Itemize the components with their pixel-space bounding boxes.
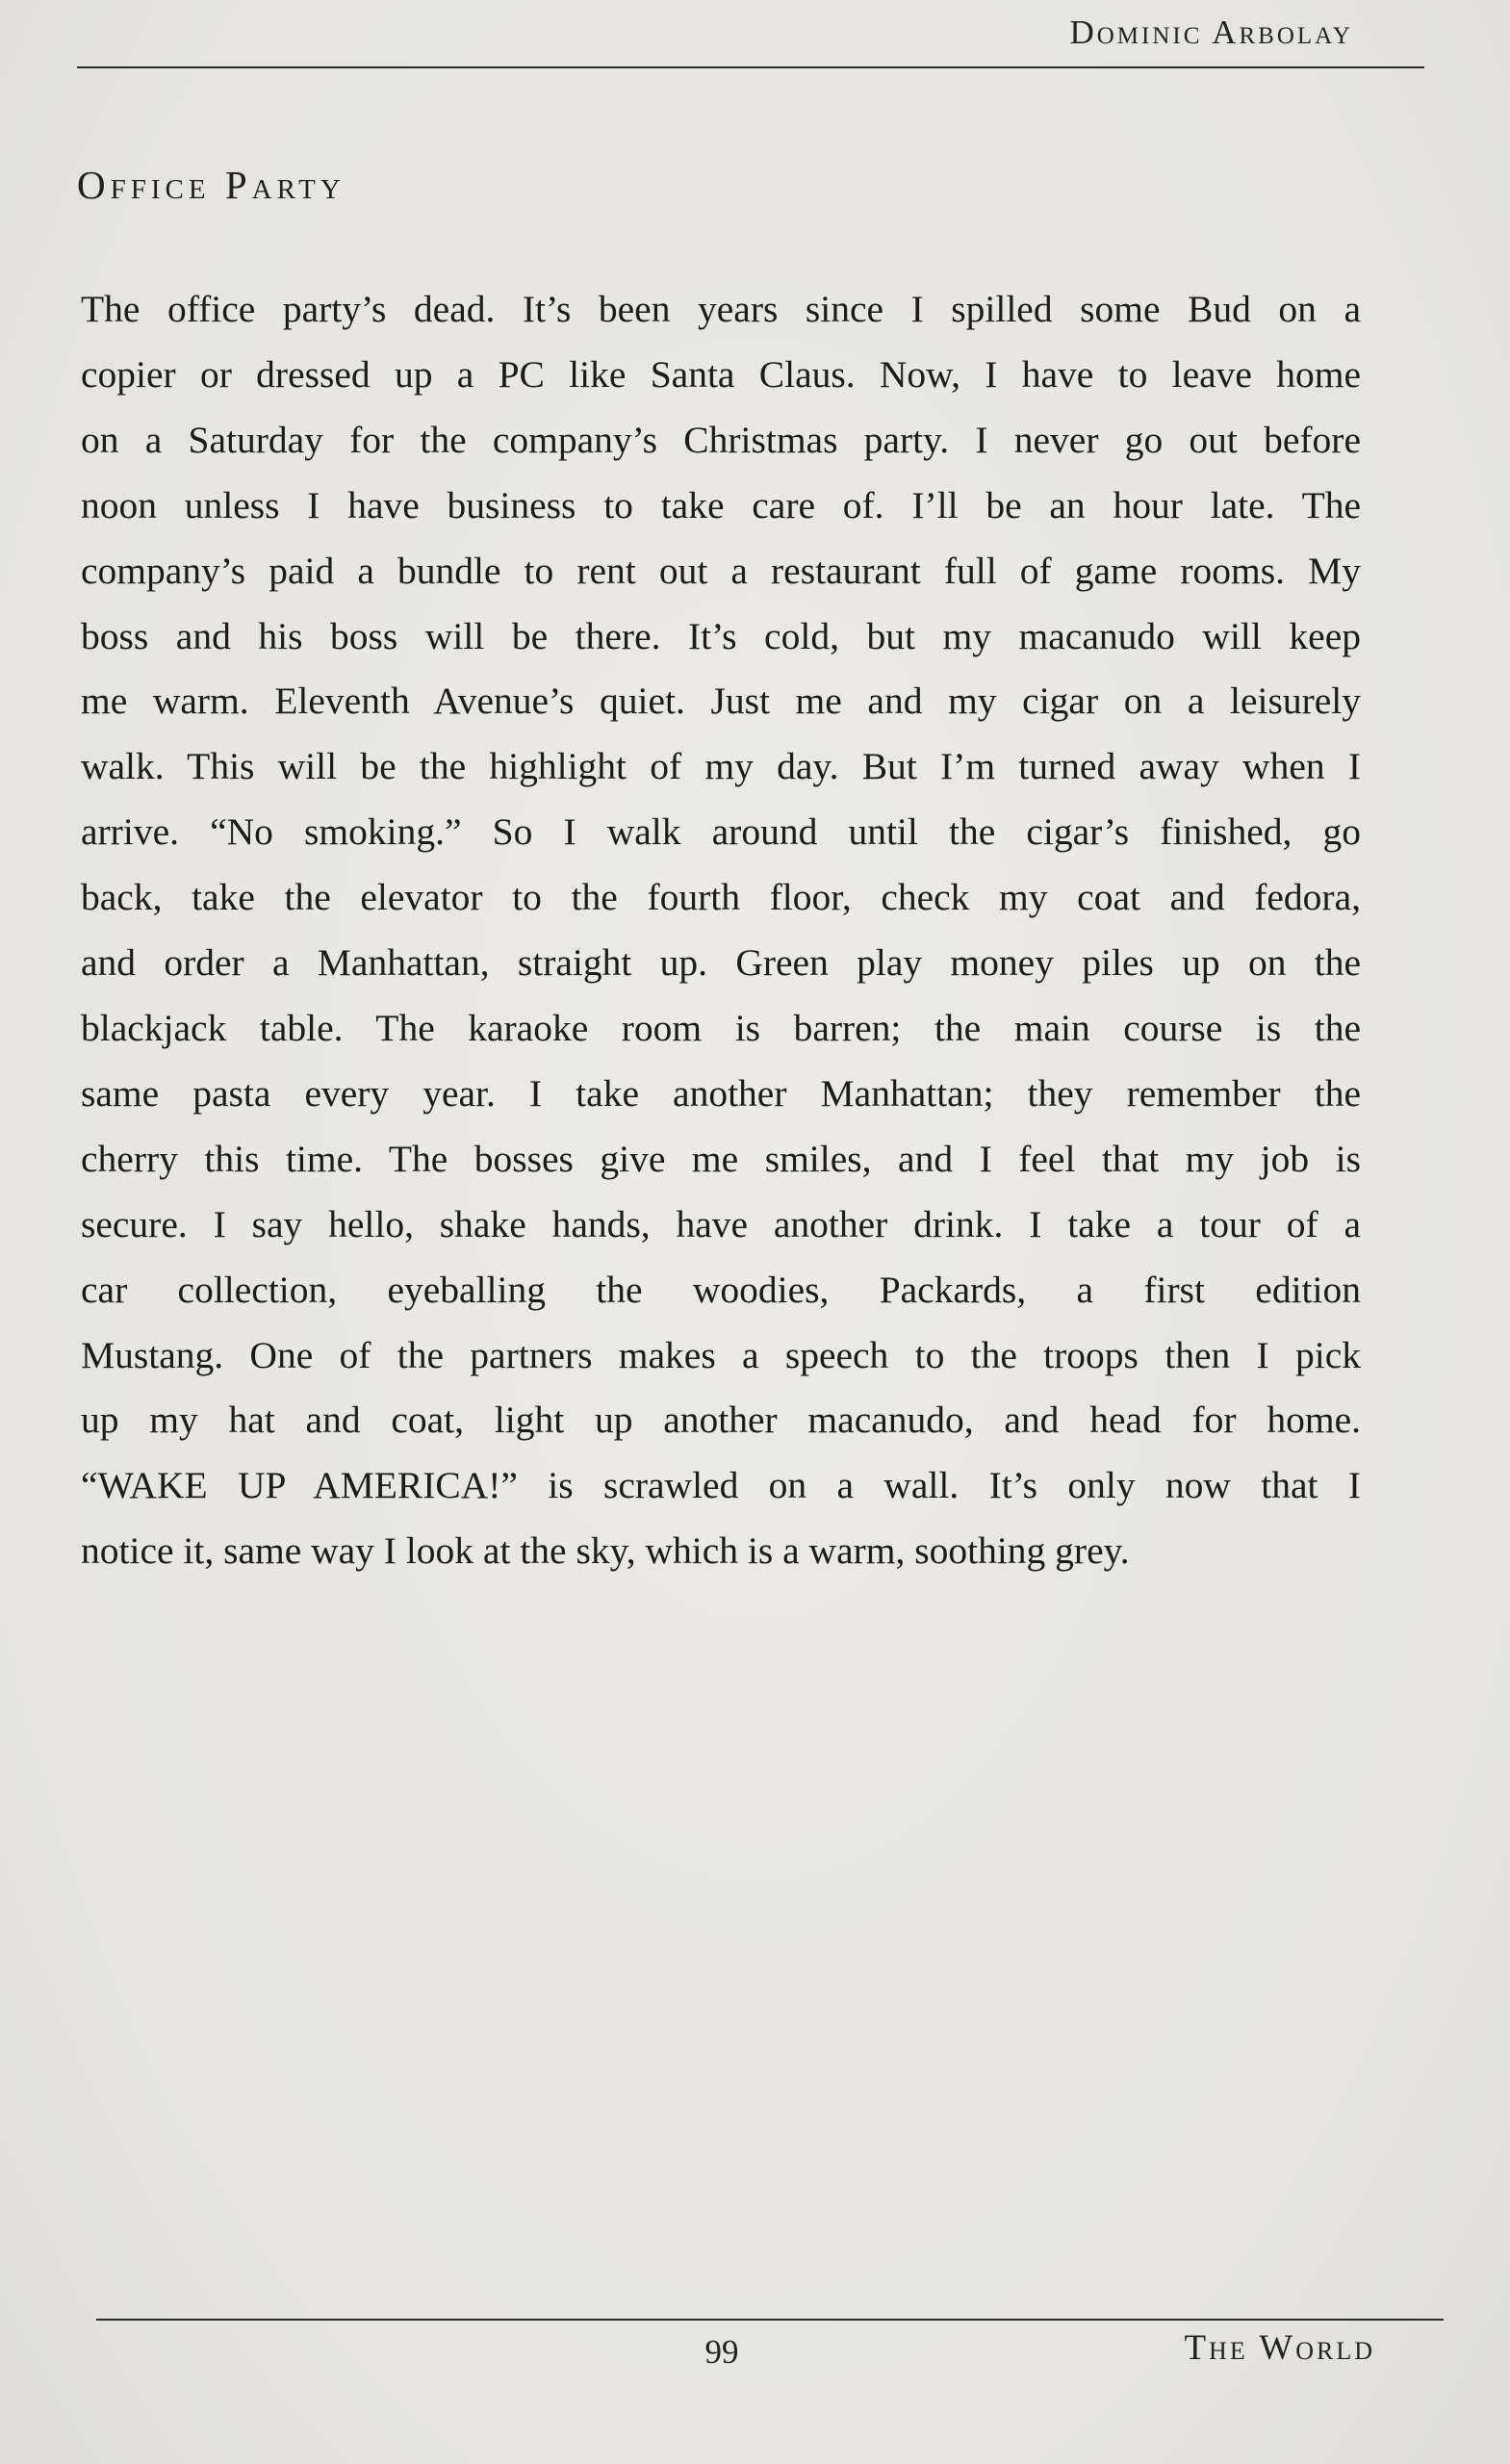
poem-line: Mustang. One of the partners makes a speech to the troops then I pick [81, 1333, 1361, 1376]
header-rule [77, 66, 1424, 68]
footer-rule [96, 2319, 1444, 2321]
poem-line: walk. This will be the highlight of my day. But I’m turned away when I [81, 745, 1361, 788]
poem-line: on a Saturday for the company’s Christmas party. I never go out before [81, 418, 1361, 461]
page-number: 99 [704, 2333, 739, 2371]
poem-line: “WAKE UP AMERICA!” is scrawled on a wall. It’s only now that I [81, 1464, 1361, 1507]
poem-line: noon unless I have business to take care of. I’ll be an hour late. The [81, 483, 1361, 526]
poem-line: cherry this time. The bosses give me smiles, and I feel that my job is [81, 1137, 1361, 1180]
poem-line: back, take the elevator to the fourth floor, check my coat and fedora, [81, 876, 1361, 919]
poem-line: company’s paid a bundle to rent out a restaurant full of game rooms. My [81, 549, 1361, 592]
poem-line: car collection, eyeballing the woodies, Packards, a first edition [81, 1268, 1361, 1311]
poem-line: boss and his boss will be there. It’s cold, but my macanudo will keep [81, 614, 1361, 657]
poem-line: The office party’s dead. It’s been years since I spilled some Bud on a [81, 288, 1361, 330]
poem-line: secure. I say hello, shake hands, have another drink. I take a tour of a [81, 1202, 1361, 1245]
poem-line: same pasta every year. I take another Manhattan; they remember the [81, 1071, 1361, 1115]
poem-title: Office Party [77, 163, 346, 207]
poem-line: notice it, same way I look at the sky, which is a warm, soothing grey. [81, 1529, 1130, 1573]
poem-line: me warm. Eleventh Avenue’s quiet. Just me and my cigar on a leisurely [81, 680, 1361, 723]
poem-line: up my hat and coat, light up another macanudo, and head for home. [81, 1399, 1361, 1442]
poem-body [81, 277, 1361, 1584]
poem-line: and order a Manhattan, straight up. Green play money piles up on the [81, 941, 1361, 985]
poem-line: copier or dressed up a PC like Santa Claus. Now, I have to leave home [81, 352, 1361, 396]
poem-line: blackjack table. The karaoke room is barren; the main course is the [81, 1006, 1361, 1049]
running-foot-section: The World [1184, 2328, 1375, 2368]
running-head-author: Dominic Arbolay [1069, 13, 1353, 51]
poem-line: arrive. “No smoking.” So I walk around until the cigar’s finished, go [81, 810, 1361, 854]
